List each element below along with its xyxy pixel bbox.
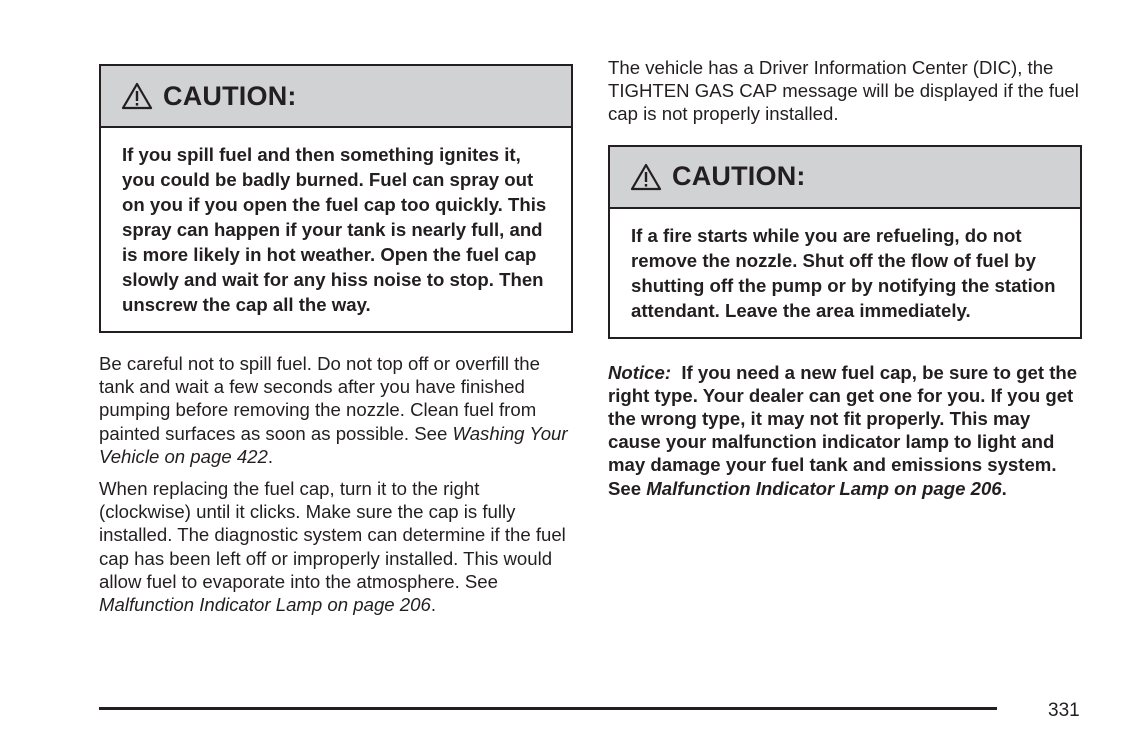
caution-text: If a fire starts while you are refueling, do not remove the nozzle. Shut off the flow of fuel by shutting off the pump or by notifying the station attendant. Leave the area immediately.	[631, 224, 1056, 321]
cross-reference[interactable]: Malfunction Indicator Lamp on page 206	[99, 594, 431, 616]
right-column	[608, 0, 1082, 500]
warning-triangle-icon	[121, 82, 153, 110]
caution-header	[610, 147, 1080, 209]
left-column	[99, 0, 573, 616]
cross-reference[interactable]: Washing Your Vehicle on page 422	[99, 422, 568, 467]
paragraph-replacing-cap: When replacing the fuel cap, turn it to the right (clockwise) until it clicks. Make sure the cap is fully installed. The diagnostic system can determine if the fuel cap has been left off or improperly installed. This would allow fuel to evaporate into the atmosphere. See Malfunction Indicator Lamp on page 206.	[99, 478, 566, 616]
caution-box-spill	[99, 64, 573, 333]
notice-label: Notice:	[608, 361, 672, 383]
caution-text: If you spill fuel and then something ignites it, you could be badly burned. Fuel can spray out on you if you open the fuel cap too quickly. This spray can happen if your tank is nearly full, and is more likely in hot weather. Open the fuel cap slowly and wait for any hiss noise to stop. Then unscrew the cap all the way.	[122, 144, 547, 315]
footer-rule	[99, 707, 997, 710]
warning-triangle-icon	[630, 163, 662, 191]
paragraph-dic: The vehicle has a Driver Information Center (DIC), the TIGHTEN GAS CAP message will be displayed if the fuel cap is not properly installed.	[608, 57, 1079, 125]
paragraph-spill: Be careful not to spill fuel. Do not top off or overfill the tank and wait a few seconds after you have finished pumping before removing the nozzle. Clean fuel from painted surfaces as soon as possible. See Washing Your Vehicle on page 422.	[99, 353, 568, 467]
caution-box-fire	[608, 145, 1082, 339]
caution-title: CAUTION:	[163, 80, 297, 111]
cross-reference[interactable]: Malfunction Indicator Lamp on page 206	[646, 477, 1002, 499]
caution-header	[101, 66, 571, 128]
caution-title: CAUTION:	[672, 161, 806, 192]
notice-paragraph: Notice: If you need a new fuel cap, be sure to get the right type. Your dealer can get one for you. If you get the wrong type, it may not fit properly. This may cause your malfunction indicator lamp to light and may damage your fuel tank and emissions system. See Malfunction Indicator Lamp on page 206.	[608, 361, 1078, 499]
page-number: 331	[1048, 700, 1080, 721]
